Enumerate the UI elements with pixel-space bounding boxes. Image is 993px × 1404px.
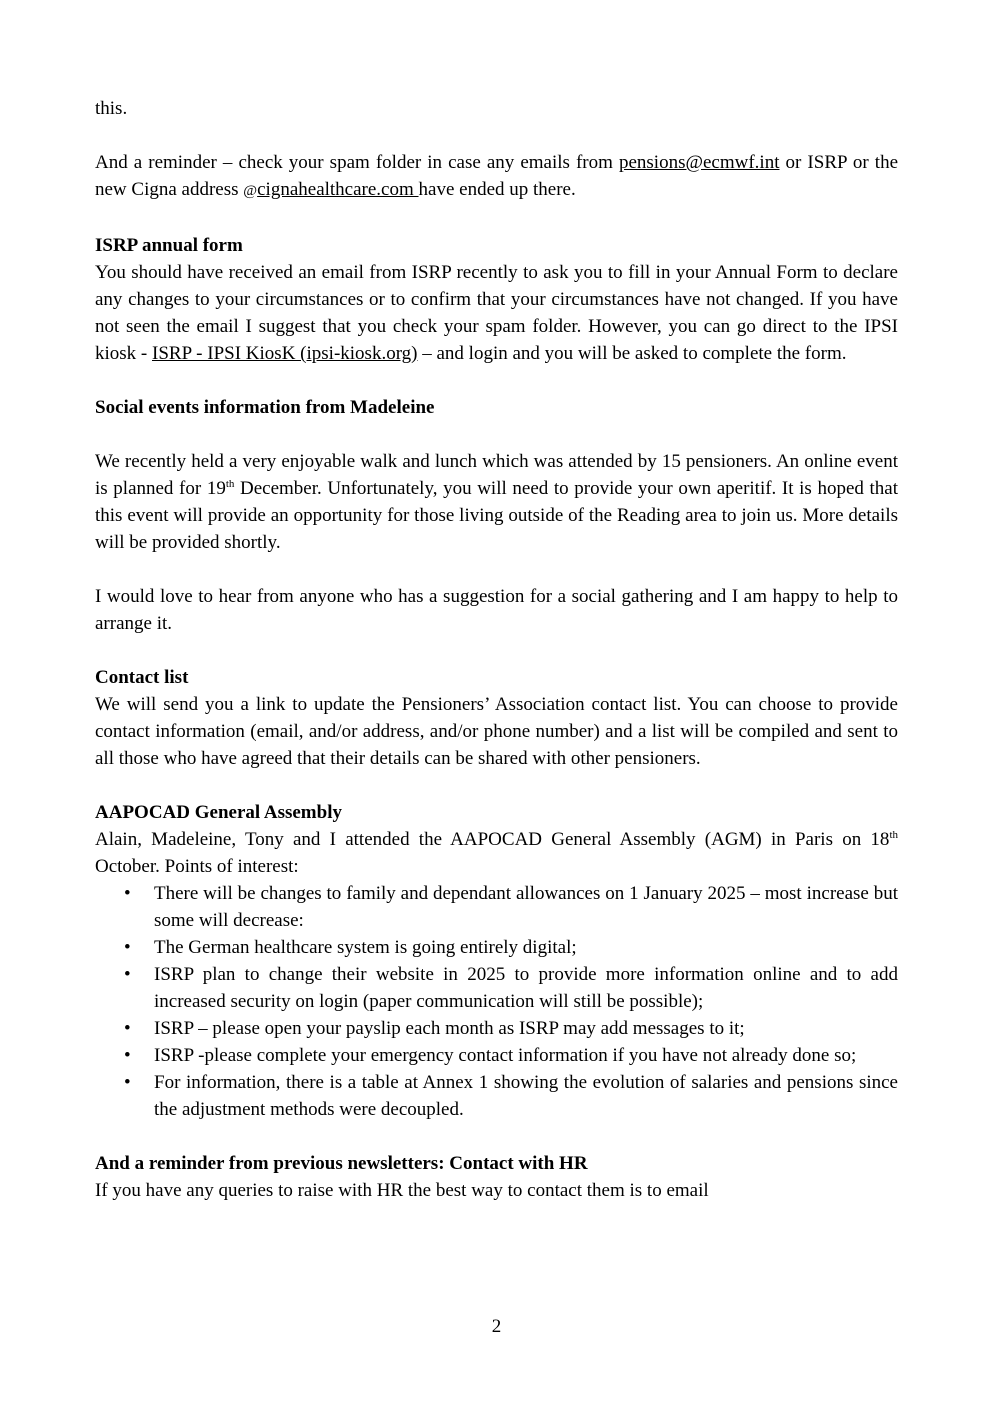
list-item-text: ISRP -please complete your emergency contact information if you have not already done so; bbox=[154, 1045, 857, 1066]
social-events-heading: Social events information from Madeleine bbox=[95, 397, 435, 418]
social-events-text-pre: We recently held a very enjoyable walk and lunch which was attended by 15 pensioners. An online event is planned for 19 bbox=[95, 451, 898, 499]
at-sign: @ bbox=[243, 183, 258, 199]
bullet-icon: • bbox=[124, 1072, 131, 1093]
list-item bbox=[95, 961, 898, 1015]
isrp-annual-form-paragraph bbox=[95, 259, 898, 367]
aapocad-intro-paragraph bbox=[95, 826, 898, 880]
isrp-annual-form-text-post: – and login and you will be asked to complete the form. bbox=[417, 343, 847, 364]
spam-reminder-paragraph bbox=[95, 149, 898, 205]
list-item bbox=[95, 934, 898, 961]
aapocad-intro-text-post: October. Points of interest: bbox=[95, 856, 299, 877]
list-item-text: For information, there is a table at Annex 1 showing the evolution of salaries and pensions since the adjustment methods were decoupled. bbox=[154, 1072, 898, 1120]
bullet-icon: • bbox=[124, 1018, 131, 1039]
page-number: 2 bbox=[491, 1316, 502, 1337]
contact-list-heading: Contact list bbox=[95, 667, 189, 688]
list-item-text: There will be changes to family and dependant allowances on 1 January 2025 – most increase but some will decrease: bbox=[154, 883, 898, 931]
cigna-domain-link[interactable]: cignahealthcare.com bbox=[257, 179, 419, 200]
aapocad-heading: AAPOCAD General Assembly bbox=[95, 802, 342, 823]
isrp-annual-form-text-pre: You should have received an email from ISRP recently to ask you to fill in your Annual Form to declare any changes to your circumstances or to confirm that your circumstances have not changed. If you have not seen the email I suggest that you check your spam folder. However, you can go direct to the IPSI kiosk - bbox=[95, 262, 898, 364]
social-events-text-post: December. Unfortunately, you will need to provide your own aperitif. It is hoped that this event will provide an opportunity for those living outside of the Reading area to join us. More details will be provided shortly. bbox=[95, 478, 898, 553]
hr-reminder-paragraph: If you have any queries to raise with HR the best way to contact them is to email bbox=[95, 1180, 709, 1201]
social-events-paragraph-1 bbox=[95, 448, 898, 556]
bullet-icon: • bbox=[124, 964, 131, 985]
social-events-paragraph-2: I would love to hear from anyone who has a suggestion for a social gathering and I am happy to help to arrange it. bbox=[95, 586, 898, 634]
spam-reminder-text-mid: or ISRP or the new Cigna address bbox=[95, 152, 898, 200]
bullet-icon: • bbox=[124, 1045, 131, 1066]
hr-reminder-heading: And a reminder from previous newsletters: Contact with HR bbox=[95, 1153, 588, 1174]
ordinal-suffix: th bbox=[889, 829, 898, 841]
list-item-text: ISRP plan to change their website in 2025 to provide more information online and to add increased security on login (paper communication will still be possible); bbox=[154, 964, 898, 1012]
spam-reminder-text-pre: And a reminder – check your spam folder in case any emails from bbox=[95, 152, 619, 173]
bullet-icon: • bbox=[124, 937, 131, 958]
aapocad-intro-text-pre: Alain, Madeleine, Tony and I attended the AAPOCAD General Assembly (AGM) in Paris on 18 bbox=[95, 829, 890, 850]
isrp-annual-form-heading: ISRP annual form bbox=[95, 235, 243, 256]
pensions-email-link[interactable]: pensions@ecmwf.int bbox=[618, 152, 780, 173]
page-content bbox=[95, 95, 898, 1204]
spam-reminder-text-post: have ended up there. bbox=[418, 179, 576, 200]
points-of-interest-list bbox=[95, 880, 898, 1123]
list-item bbox=[95, 1069, 898, 1123]
continuation-text: this. bbox=[95, 98, 128, 119]
list-item bbox=[95, 1042, 898, 1069]
list-item bbox=[95, 1015, 898, 1042]
ipsi-kiosk-link[interactable]: ISRP - IPSI KiosK (ipsi-kiosk.org) bbox=[152, 343, 418, 364]
ordinal-suffix: th bbox=[225, 478, 235, 490]
contact-list-paragraph: We will send you a link to update the Pensioners’ Association contact list. You can choose to provide contact information (email, and/or address, and/or phone number) and a list will be compiled and sent to all those who have agreed that their details can be shared with other pensioners. bbox=[95, 694, 898, 769]
list-item-text: The German healthcare system is going entirely digital; bbox=[154, 937, 577, 958]
bullet-icon: • bbox=[124, 883, 131, 904]
list-item-text: ISRP – please open your payslip each month as ISRP may add messages to it; bbox=[154, 1018, 745, 1039]
list-item bbox=[95, 880, 898, 934]
